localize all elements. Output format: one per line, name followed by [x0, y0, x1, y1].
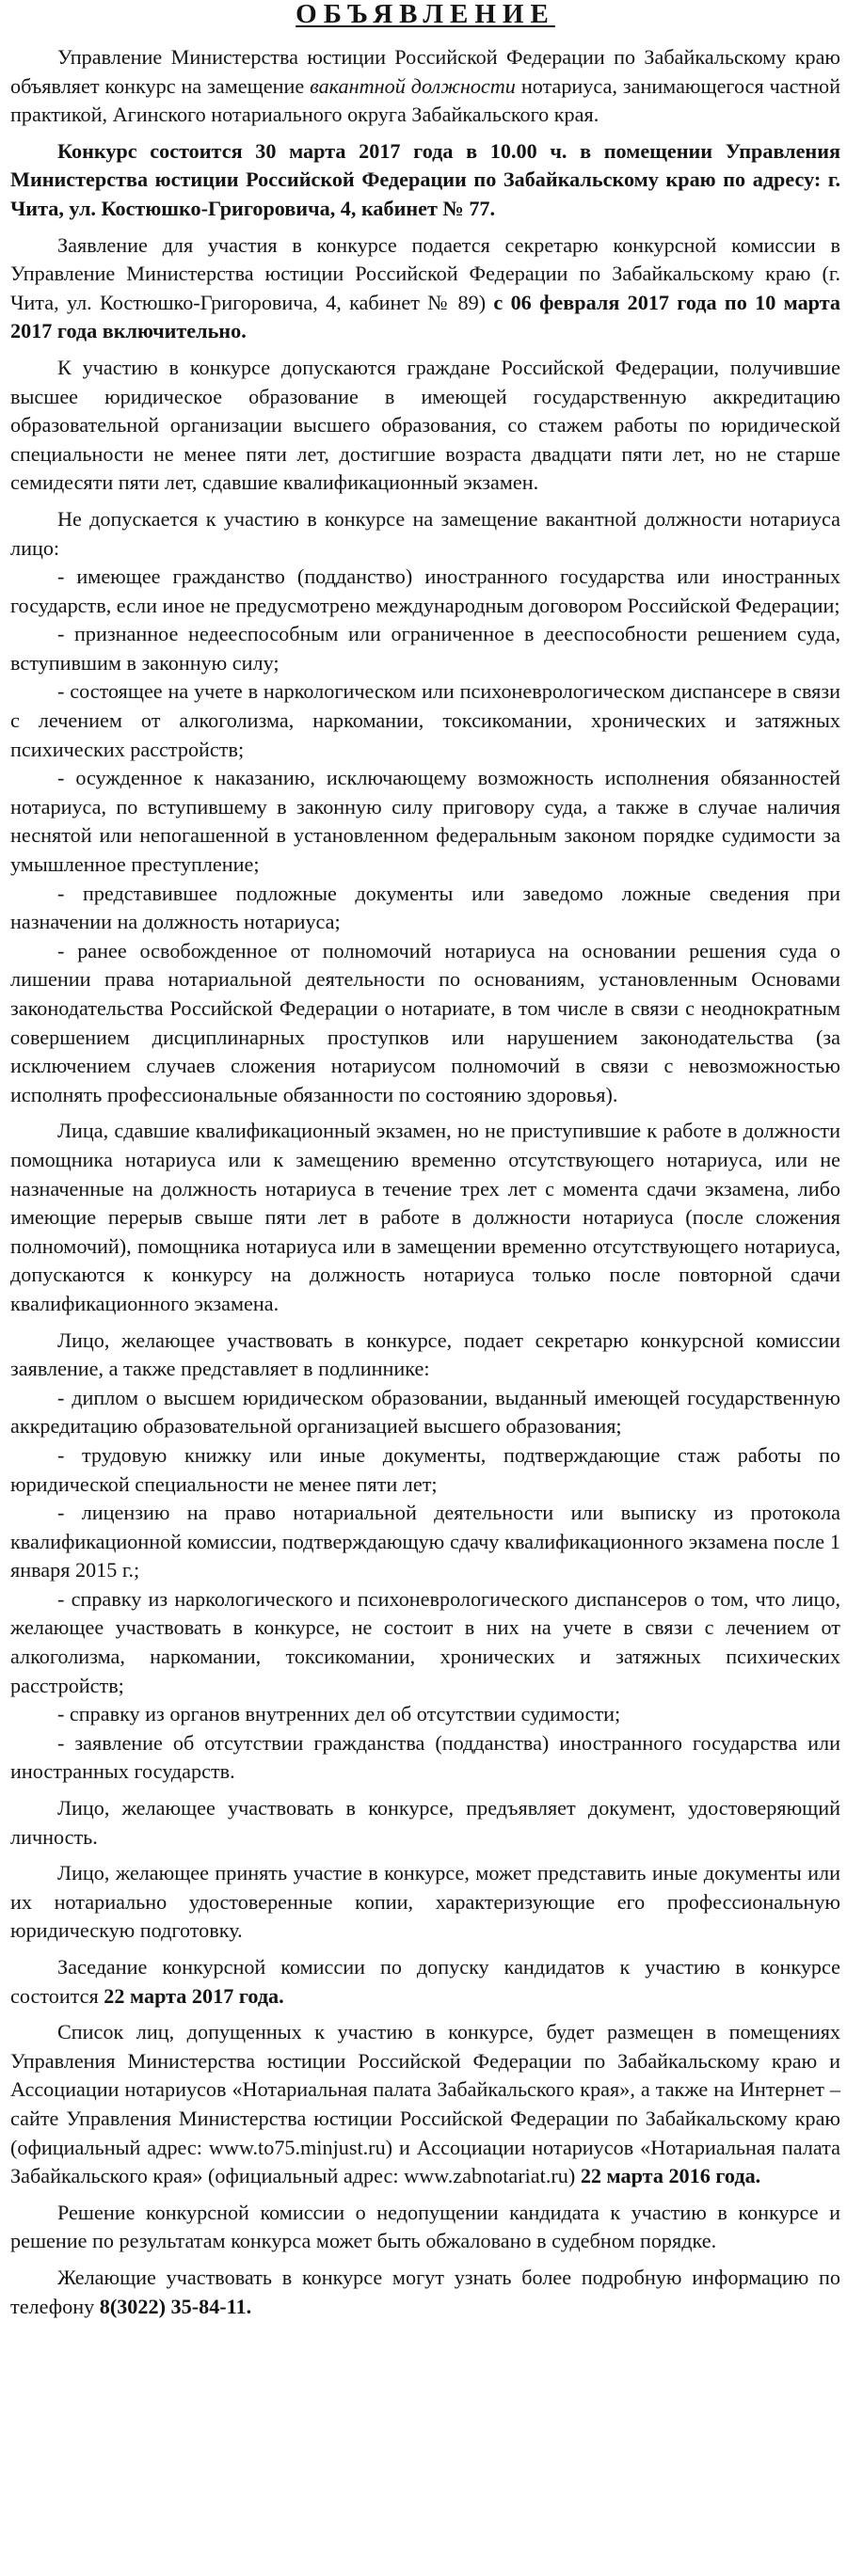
document-item: - справку из органов внутренних дел об отсутствии судимости; — [57, 1702, 621, 1726]
commission-meeting-paragraph: Заседание конкурсной комиссии по допуску кандидатов к участию в конкурсе состоится 22 марта 2017 года. — [10, 1955, 840, 2008]
exclusion-intro: Не допускается к участию в конкурсе на замещение вакантной должности нотариуса лицо: — [10, 506, 840, 560]
exclusion-item: - состоящее на учете в наркологическом или психоневрологическом диспансере в связи с лечением от алкоголизма, наркомании, токсикомании, хронических и затяжных психических расстройств; — [10, 679, 840, 761]
admitted-list-paragraph: Список лиц, допущенных к участию в конкурсе, будет размещен в помещениях Управления Министерства юстиции Российской Федерации по Забайкальскому краю и Ассоциации нотариусов «Нотариальная палата Забайкальского края», а также на Интернет – сайте Управления Министерства юстиции Российской Федерации по Забайкальскому краю (официальный адрес: www.to75.minjust.ru) и Ассоциации нотариусов «Нотариальная палата Забайкальского края» (официальный адрес: www.zabnotariat.ru) 22 марта 2016 года. — [10, 2020, 840, 2188]
document-item: - справку из наркологического и психоневрологического диспансеров о том, что лицо, желающее участвовать в конкурсе, не состоит в них на учете в связи с лечением от алкоголизма, наркомании, токсикомании, хронических и затяжных психических расстройств; — [10, 1586, 840, 1697]
contest-date-paragraph: Конкурс состоится 30 марта 2017 года в 10.00 ч. в помещении Управления Министерства юстиции Российской Федерации по Забайкальскому краю по адресу: г. Чита, ул. Костюшко-Григоровича, 4, кабинет № 77. — [10, 138, 840, 220]
eligibility-paragraph: К участию в конкурсе допускаются граждане Российской Федерации, получившие высшее юридическое образование в имеющей государственную аккредитацию образовательной организации высшего образования, со стажем работы по юридической специальности не менее пяти лет, достигшие возраста двадцати пяти лет, но не старше семидесяти пяти лет, сдавшие квалификационный экзамен. — [10, 355, 840, 495]
contact-phone: 8(3022) 35-84-11. — [99, 2294, 252, 2318]
intro-paragraph: Управление Министерства юстиции Российской Федерации по Забайкальскому краю объявляет конкурс на замещение вакантной должности нотариуса, занимающегося частной практикой, Агинского нотариального округа Забайкальского края. — [10, 45, 840, 127]
exclusion-item: - признанное недееспособным или ограниченное в дееспособности решением суда, вступившим в законную силу; — [10, 622, 840, 675]
exclusion-item: - осужденное к наказанию, исключающему возможность исполнения обязанностей нотариуса, по вступившему в законную силу приговору суда, а также в случае наличия неснятой или непогашенной в установленном федеральным законом порядке судимости за умышленное преступление; — [10, 766, 840, 877]
document-item: - трудовую книжку или иные документы, подтверждающие стаж работы по юридической специальности не менее пяти лет; — [10, 1442, 840, 1496]
reexam-paragraph: Лица, сдавшие квалификационный экзамен, но не приступившие к работе в должности помощника нотариуса или к замещению временно отсутствующего нотариуса, или не назначенные на должность нотариуса в течение трех лет с момента сдачи экзамена, либо имеющие перерыв свыше пяти лет в работе в должности нотариуса (после сложения полномочий), помощника нотариуса или в замещении временно отсутствующего нотариуса, допускаются к конкурсу на должность нотариуса только после повторной сдачи квалификационного экзамена. — [10, 1119, 840, 1315]
announcement-title: ОБЪЯВЛЕНИЕ — [296, 0, 555, 29]
document-item: - диплом о высшем юридическом образовании, выданный имеющей государственную аккредитацию образовательной организацией высшего образования; — [10, 1385, 840, 1439]
appeal-paragraph: Решение конкурсной комиссии о недопущении кандидата к участию в конкурсе и решение по результатам конкурса может быть обжаловано в судебном порядке. — [10, 2200, 840, 2253]
application-paragraph: Заявление для участия в конкурсе подается секретарю конкурсной комиссии в Управление Министерства юстиции Российской Федерации по Забайкальскому краю (г. Чита, ул. Костюшко-Григоровича, 4, кабинет № 89) с 06 февраля 2017 года по 10 марта 2017 года включительно. — [10, 232, 840, 343]
exclusion-item: - ранее освобожденное от полномочий нотариуса на основании решения суда о лишении права нотариальной деятельности по основаниям, установленным Основами законодательства Российской Федерации о нотариате, в том числе в связи с неоднократным совершением дисциплинарных проступков или нарушением законодательства (за исключением случаев сложения нотариусом полномочий в связи с невозможностью исполнять профессиональные обязанности по состоянию здоровья). — [10, 938, 840, 1106]
other-documents-paragraph: Лицо, желающее принять участие в конкурсе, может представить иные документы или их нотариально удостоверенные копии, характеризующие его профессиональную юридическую подготовку. — [10, 1861, 840, 1943]
documents-intro: Лицо, желающее участвовать в конкурсе, подает секретарю конкурсной комиссии заявление, а также представляет в подлиннике: — [10, 1328, 840, 1381]
document-item: - заявление об отсутствии гражданства (подданства) иностранного государства или иностранных государств. — [10, 1730, 840, 1784]
exclusion-item: - имеющее гражданство (подданство) иностранного государства или иностранных государств, если иное не предусмотрено международным договором Российской Федерации; — [10, 564, 840, 617]
identity-paragraph: Лицо, желающее участвовать в конкурсе, предъявляет документ, удостоверяющий личность. — [10, 1796, 840, 1849]
document-item: - лицензию на право нотариальной деятельности или выписку из протокола квалификационной комиссии, подтверждающую сдачу квалификационного экзамена после 1 января 2015 г.; — [10, 1501, 840, 1582]
exclusion-item: - представившее подложные документы или заведомо ложные сведения при назначении на должность нотариуса; — [10, 881, 840, 934]
contact-paragraph: Желающие участвовать в конкурсе могут узнать более подробную информацию по телефону 8(3022) 35-84-11. — [10, 2265, 840, 2318]
